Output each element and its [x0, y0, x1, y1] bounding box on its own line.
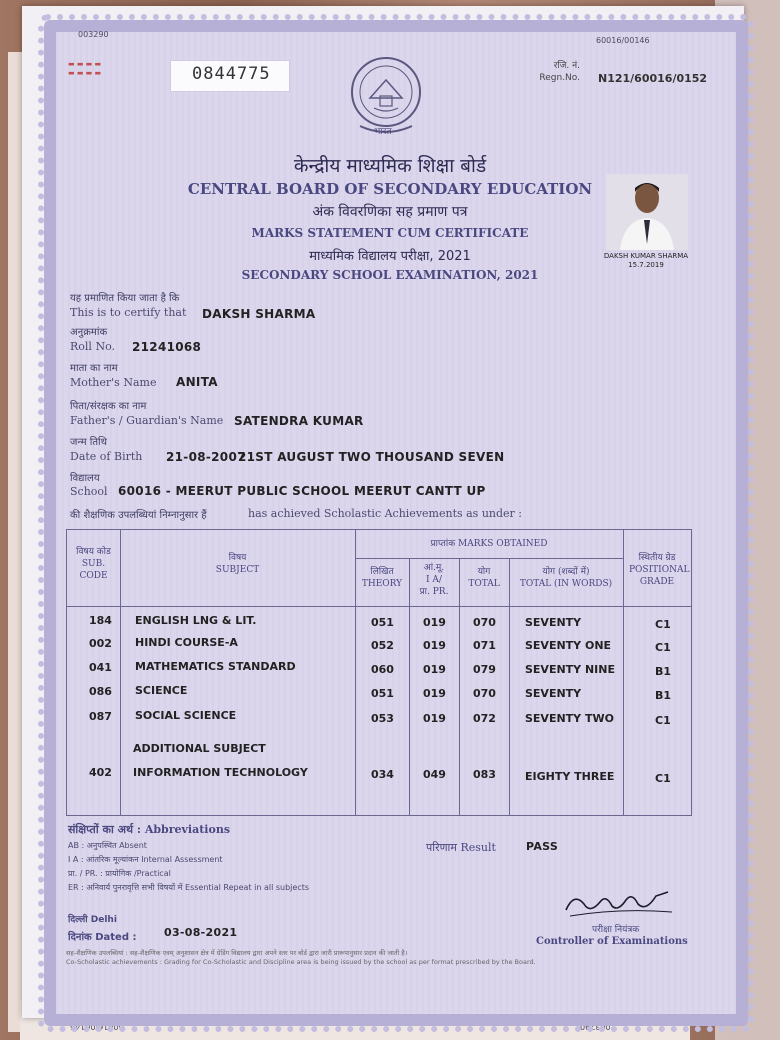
total-marks: 072 — [473, 712, 496, 725]
header-total-words — [509, 566, 623, 590]
place-label — [68, 912, 117, 925]
result-value: PASS — [526, 840, 559, 853]
sub-code: 002 — [89, 637, 112, 650]
header-sub-code-en: SUB. CODE — [79, 559, 108, 581]
ia-marks: 019 — [423, 616, 446, 629]
header-subject — [120, 552, 355, 576]
header-marks-hi: प्राप्तांक — [430, 539, 456, 549]
controller-title-en: Controller of Examinations — [536, 936, 688, 947]
dated-label — [68, 929, 136, 943]
theory-marks: 053 — [371, 712, 394, 725]
date-of-birth: 21-08-2007 — [166, 450, 246, 464]
mother-label-hi: माता का नाम — [70, 363, 118, 374]
certificate-title-hindi: अंक विवरणिका सह प्रमाण पत्र — [312, 204, 468, 220]
grade: C1 — [655, 772, 671, 785]
total-marks: 070 — [473, 616, 496, 629]
theory-marks: 052 — [371, 639, 394, 652]
header-theory — [355, 566, 409, 590]
header-marks-obtained — [355, 538, 623, 550]
subject-name: SCIENCE — [135, 684, 188, 697]
controller-signature-icon — [560, 882, 680, 922]
co-scholastic-note — [66, 949, 690, 967]
emblem-caption: भारत — [374, 127, 392, 137]
abbreviations-title-en: Abbreviations — [144, 823, 231, 836]
result-label-hi: परिणाम — [426, 841, 457, 854]
total-in-words: SEVENTY TWO — [525, 712, 614, 725]
place-label-hi: दिल्ली — [68, 915, 88, 925]
subject-name: HINDI COURSE-A — [135, 636, 238, 649]
header-words-hi: योग (शब्दों में) — [542, 567, 590, 577]
header-ia-hi: आं.मू. — [423, 563, 445, 573]
issue-date: 03-08-2021 — [164, 926, 238, 939]
ia-marks: 019 — [423, 639, 446, 652]
ia-marks: 049 — [423, 768, 446, 781]
dob-label-hi: जन्म तिथि — [70, 437, 108, 448]
top-right-code: 60016/00146 — [596, 36, 650, 45]
mother-name: ANITA — [176, 375, 218, 389]
additional-subject-label: ADDITIONAL SUBJECT — [133, 742, 266, 755]
achieve-label-hi: की शैक्षणिक उपलब्धियां निम्नानुसार हैं — [70, 510, 207, 521]
sub-code: 184 — [89, 614, 112, 627]
ia-marks: 019 — [423, 663, 446, 676]
header-subject-hi: विषय — [228, 553, 247, 563]
co-scholastic-note-en: Co-Scholastic achievements : Grading for Co-Scholastic and Discipline area is being issued by the school as per format prescribed by the Board. — [66, 958, 536, 966]
abbr-absent: AB : अनुपस्थित Absent — [68, 841, 147, 850]
student-name: DAKSH SHARMA — [202, 307, 316, 321]
school-name: 60016 - MEERUT PUBLIC SCHOOL MEERUT CANTT UP — [118, 484, 486, 498]
ia-marks: 019 — [423, 687, 446, 700]
header-ia-pr: प्रा. PR. — [419, 587, 449, 597]
photo-date: 15.7.2019 — [628, 261, 664, 269]
subject-name: ENGLISH LNG & LIT. — [135, 614, 257, 627]
abbreviations-title-hi: संक्षिप्तों का अर्थ : — [68, 823, 141, 836]
sub-code: 041 — [89, 661, 112, 674]
father-label-en: Father's / Guardian's Name — [70, 414, 224, 427]
date-of-birth-words: 21ST AUGUST TWO THOUSAND SEVEN — [238, 450, 505, 464]
grade: B1 — [655, 689, 672, 702]
total-marks: 083 — [473, 768, 496, 781]
theory-marks: 034 — [371, 768, 394, 781]
student-photo — [606, 174, 688, 250]
header-ia-en: I A/ — [426, 575, 442, 585]
total-in-words: EIGHTY THREE — [525, 770, 615, 783]
result-label-en: Result — [460, 841, 496, 854]
exam-title-english: SECONDARY SCHOOL EXAMINATION, 2021 — [241, 268, 539, 282]
school-label-hi: विद्यालय — [70, 473, 100, 484]
dated-label-hi: दिनांक — [68, 932, 92, 943]
header-ia — [409, 562, 459, 598]
header-grade-hi: स्थितीय ग्रेड — [638, 553, 676, 563]
marks-table — [66, 529, 692, 816]
theory-marks: 051 — [371, 616, 394, 629]
header-grade — [623, 552, 691, 588]
sub-code: 402 — [89, 766, 112, 779]
roll-label-en: Roll No. — [70, 340, 115, 353]
photo-caption — [600, 252, 692, 270]
theory-marks: 060 — [371, 663, 394, 676]
subject-name: SOCIAL SCIENCE — [135, 709, 237, 722]
subject-name: MATHEMATICS STANDARD — [135, 660, 296, 673]
sub-code: 087 — [89, 710, 112, 723]
father-name: SATENDRA KUMAR — [234, 414, 364, 428]
total-in-words: SEVENTY NINE — [525, 663, 615, 676]
roll-number: 21241068 — [132, 340, 202, 354]
certify-label-en: This is to certify that — [70, 306, 187, 319]
total-in-words: SEVENTY — [525, 616, 582, 629]
grade: C1 — [655, 714, 671, 727]
certificate-title-english: MARKS STATEMENT CUM CERTIFICATE — [251, 226, 529, 240]
regn-number: N121/60016/0152 — [598, 72, 708, 85]
ia-marks: 019 — [423, 712, 446, 725]
abbr-essential-repeat: ER : अनिवार्य पुनरावृत्ति सभी विषयों में Essential Repeat in all subjects — [68, 883, 310, 892]
certify-label-hi: यह प्रमाणित किया जाता है कि — [70, 293, 180, 304]
header-marks-en: MARKS OBTAINED — [458, 539, 548, 549]
grade: C1 — [655, 618, 671, 631]
abbr-practical: प्रा. / PR. : प्रायोगिक /Practical — [68, 869, 171, 878]
abbr-internal-assessment: I A : आंतरिक मूल्यांकन Internal Assessment — [68, 855, 223, 864]
header-grade-en: POSITIONAL GRADE — [629, 565, 690, 587]
header-total — [459, 566, 509, 590]
total-marks: 070 — [473, 687, 496, 700]
regn-label-en: Regn.No. — [539, 73, 580, 83]
exam-title-hindi: माध्यमिक विद्यालय परीक्षा, 2021 — [309, 249, 471, 264]
board-name-hindi: केन्द्रीय माध्यमिक शिक्षा बोर्ड — [293, 155, 487, 177]
result-label — [426, 840, 496, 855]
sub-code: 086 — [89, 685, 112, 698]
school-label-en: School — [70, 485, 108, 498]
place-label-en: Delhi — [90, 915, 117, 925]
abbreviations-title — [68, 822, 230, 837]
header-subject-en: SUBJECT — [215, 565, 260, 575]
header-theory-en: THEORY — [361, 579, 403, 589]
red-stamp: ▬ ▬ ▬ ▬ ▬ ▬ ▬ ▬ — [68, 60, 102, 77]
achieve-label-en: has achieved Scholastic Achievements as under : — [248, 507, 523, 520]
subject-name: INFORMATION TECHNOLOGY — [133, 766, 308, 779]
total-marks: 071 — [473, 639, 496, 652]
header-sub-code — [67, 546, 120, 582]
header-words-en: TOTAL (IN WORDS) — [519, 579, 613, 589]
header-total-en: TOTAL — [468, 579, 500, 589]
father-label-hi: पिता/संरक्षक का नाम — [70, 401, 147, 412]
serial-number: 0844775 — [192, 64, 271, 84]
total-in-words: SEVENTY — [525, 687, 582, 700]
total-in-words: SEVENTY ONE — [525, 639, 612, 652]
controller-title-hi: परीक्षा नियंत्रक — [592, 925, 640, 935]
header-sub-code-hi: विषय कोड — [76, 547, 111, 557]
roll-label-hi: अनुक्रमांक — [70, 327, 108, 338]
header-total-hi: योग — [477, 567, 491, 577]
top-left-code: 003290 — [78, 30, 109, 39]
regn-label-hi: रजि. नं. — [553, 61, 580, 71]
theory-marks: 051 — [371, 687, 394, 700]
dated-label-en: Dated : — [95, 932, 137, 943]
board-name-english: CENTRAL BOARD OF SECONDARY EDUCATION — [187, 180, 593, 198]
photo-name: DAKSH KUMAR SHARMA — [603, 252, 689, 260]
dob-label-en: Date of Birth — [70, 450, 143, 463]
total-marks: 079 — [473, 663, 496, 676]
regn-label — [530, 60, 580, 84]
grade: C1 — [655, 641, 671, 654]
grade: B1 — [655, 665, 672, 678]
co-scholastic-note-hi: सह-शैक्षणिक उपलब्धियां : सह-शैक्षणिक एवम् अनुशासन क्षेत्र में ग्रेडिंग विद्यालय द्वारा अपने स्तर पर बोर्ड द्वारा जारी प्रारूपानुसार प्रदान की जाती है। — [66, 949, 408, 957]
mother-label-en: Mother's Name — [70, 376, 157, 389]
header-theory-hi: लिखित — [370, 567, 394, 577]
